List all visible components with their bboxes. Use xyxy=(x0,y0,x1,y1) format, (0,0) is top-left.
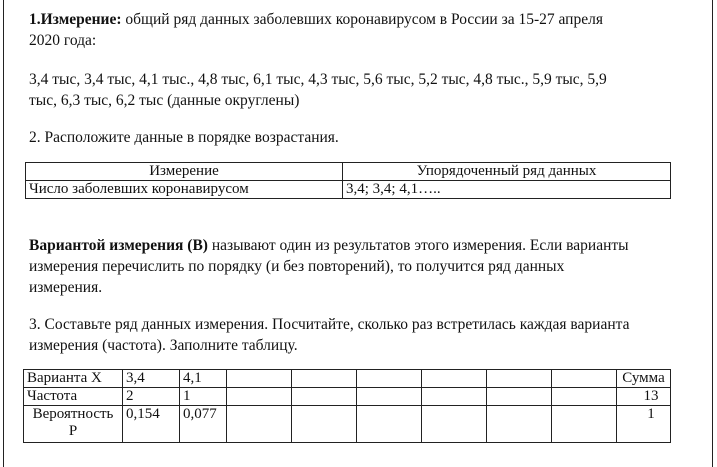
definition-line1: называют один из результатов этого измерения. Если варианты xyxy=(207,237,629,254)
ordering-table xyxy=(25,162,671,199)
cell-frequency-sum: 13 xyxy=(617,388,671,406)
empty-cell[interactable] xyxy=(487,406,552,443)
cell-probability-sum: 1 xyxy=(617,406,671,443)
data-series-line2: тыс, 6,3 тыс, 6,2 тыс (данные округлены) xyxy=(29,92,300,109)
row-label-variant: Варианта X xyxy=(24,370,123,388)
empty-cell[interactable] xyxy=(552,370,617,388)
task1-text-line2: 2020 года: xyxy=(29,32,97,49)
data-series-line1: 3,4 тыс, 3,4 тыс, 4,1 тыс., 4,8 тыс, 6,1 тыс, 4,3 тыс, 5,6 тыс, 5,2 тыс, 4,8 тыс., 5,9 тыс, 5,9 xyxy=(29,71,607,88)
table-row xyxy=(24,388,671,406)
definition-term: Вариантой измерения (В) xyxy=(29,237,208,254)
empty-cell[interactable] xyxy=(552,406,617,443)
page-left-border xyxy=(3,0,4,467)
header-measurement: Измерение xyxy=(26,163,343,181)
task3-line1: 3. Составьте ряд данных измерения. Посчитайте, сколько раз встретилась каждая варианта xyxy=(29,316,630,333)
header-ordered-series: Упорядоченный ряд данных xyxy=(343,163,671,181)
task2-text: 2. Расположите данные в порядке возрастания. xyxy=(29,129,339,146)
cell-variant-1: 3,4 xyxy=(123,370,180,388)
task3-line2: измерения (частота). Заполните таблицу. xyxy=(29,337,298,354)
definition-line3: измерения. xyxy=(29,279,103,296)
empty-cell[interactable] xyxy=(357,388,422,406)
task1-text-line1: общий ряд данных заболевших коронавирусом в России за 15-27 апреля xyxy=(121,11,603,28)
table-row xyxy=(24,370,671,388)
task2-paragraph xyxy=(29,127,687,148)
empty-cell[interactable] xyxy=(357,370,422,388)
empty-cell[interactable] xyxy=(487,388,552,406)
empty-cell[interactable] xyxy=(357,406,422,443)
empty-cell[interactable] xyxy=(292,370,357,388)
empty-cell[interactable] xyxy=(227,370,292,388)
row-label-probability: Вероятность P xyxy=(24,406,123,443)
task1-heading: 1.Измерение: xyxy=(29,11,122,28)
empty-cell[interactable] xyxy=(227,388,292,406)
page-right-border xyxy=(712,0,713,467)
cell-variant-2: 4,1 xyxy=(180,370,227,388)
empty-cell[interactable] xyxy=(292,406,357,443)
task1-paragraph xyxy=(29,9,687,51)
empty-cell[interactable] xyxy=(552,388,617,406)
table-row xyxy=(26,163,671,181)
row-label-frequency: Частота xyxy=(24,388,123,406)
definition-line2: измерения перечислить по порядку (и без повторений), то получится ряд данных xyxy=(29,258,565,275)
empty-cell[interactable] xyxy=(487,370,552,388)
cell-probability-1: 0,154 xyxy=(123,406,180,443)
cell-ordered-series[interactable]: 3,4; 3,4; 4,1….. xyxy=(343,181,671,199)
empty-cell[interactable] xyxy=(422,370,487,388)
cell-frequency-2: 1 xyxy=(180,388,227,406)
empty-cell[interactable] xyxy=(227,406,292,443)
table-row xyxy=(24,406,671,443)
cell-measurement: Число заболевших коронавирусом xyxy=(26,181,343,199)
empty-cell[interactable] xyxy=(422,388,487,406)
empty-cell[interactable] xyxy=(422,406,487,443)
empty-cell[interactable] xyxy=(292,388,357,406)
data-series-paragraph xyxy=(29,69,687,111)
cell-probability-2: 0,077 xyxy=(180,406,227,443)
frequency-table xyxy=(23,369,671,443)
cell-sum-header: Сумма xyxy=(617,370,671,388)
task3-paragraph xyxy=(29,314,687,356)
table-row xyxy=(26,181,671,199)
definition-paragraph xyxy=(29,235,687,298)
cell-frequency-1: 2 xyxy=(123,388,180,406)
